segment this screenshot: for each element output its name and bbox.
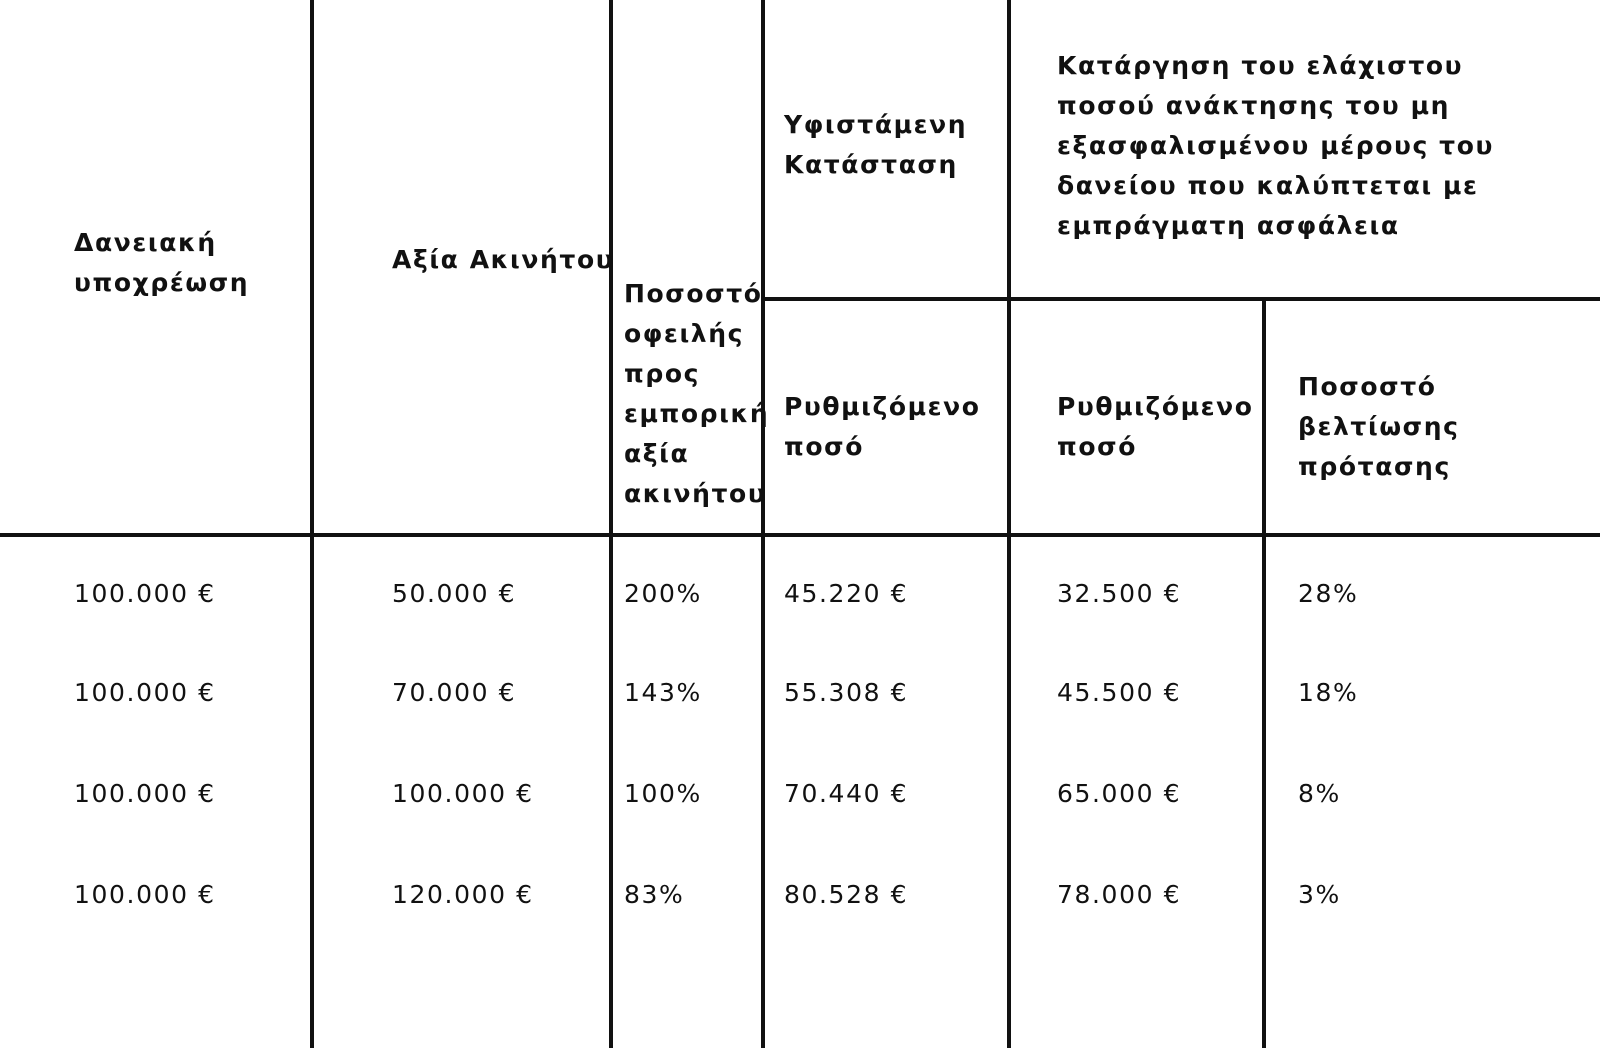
cell-current: 70.440 € [784,779,909,808]
cell-proposed: 78.000 € [1057,880,1182,909]
cell-property: 100.000 € [392,779,534,808]
cell-property: 50.000 € [392,579,517,608]
header-abolition-regulated-amount: Ρυθμιζόμενο ποσό [1057,392,1254,461]
cell-ratio: 83% [624,880,685,909]
cell-proposed: 45.500 € [1057,678,1182,707]
column-divider [1007,0,1011,1048]
cell-current: 55.308 € [784,678,909,707]
cell-current: 80.528 € [784,880,909,909]
header-current-state: Υφιστάμενη Κατάσταση [784,110,968,179]
header-current-regulated-amount: Ρυθμιζόμενο ποσό [784,392,981,461]
column-divider [609,0,613,1048]
cell-improvement: 28% [1298,579,1359,608]
cell-improvement: 8% [1298,779,1341,808]
cell-loan: 100.000 € [74,678,216,707]
header-bottom-border [0,533,1600,537]
header-improvement-rate: Ποσοστό βελτίωσης πρότασης [1298,372,1460,481]
column-divider [1262,298,1266,1048]
cell-ratio: 100% [624,779,702,808]
cell-property: 120.000 € [392,880,534,909]
cell-ratio: 143% [624,678,702,707]
cell-property: 70.000 € [392,678,517,707]
column-divider [761,0,765,1048]
header-ratio: Ποσοστό οφειλής προς εμπορική αξία ακινήτου [624,279,770,508]
column-divider [310,0,314,1048]
cell-loan: 100.000 € [74,779,216,808]
cell-current: 45.220 € [784,579,909,608]
cell-proposed: 32.500 € [1057,579,1182,608]
cell-proposed: 65.000 € [1057,779,1182,808]
header-subdivider [761,297,1600,301]
cell-improvement: 3% [1298,880,1341,909]
header-abolition: Κατάργηση του ελάχιστου ποσού ανάκτησης του μη εξασφαλισμένου μέρους του δανείου που καλύπτεται με εμπράγματη ασφάλεια [1057,51,1494,240]
cell-ratio: 200% [624,579,702,608]
cell-improvement: 18% [1298,678,1359,707]
cell-loan: 100.000 € [74,579,216,608]
cell-loan: 100.000 € [74,880,216,909]
header-property-value: Αξία Ακινήτου [392,245,615,274]
header-loan-obligation: Δανειακή υποχρέωση [74,228,250,297]
